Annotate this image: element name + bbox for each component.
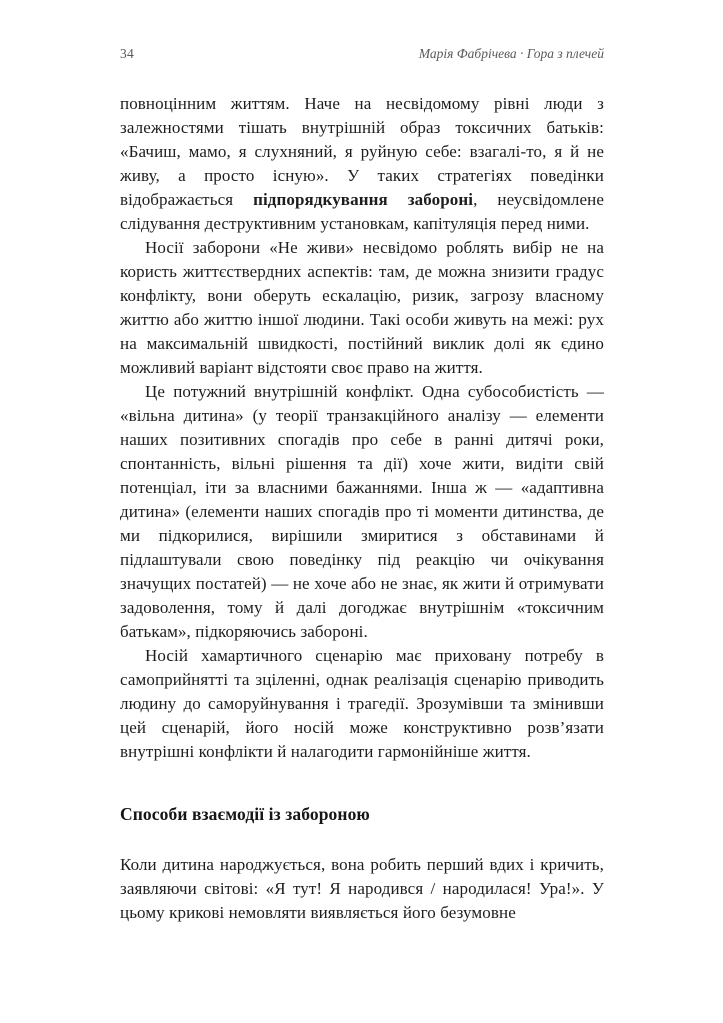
paragraph: Носій хамартичного сценарію має приховану потребу в самоприйнятті та зціленні, однак реалізація сценарію приводить людину до саморуйнування і трагедії. Зрозумівши та змінивши цей сценарій, його носій може конструктивно розв’язати внутрішні конфлікти й налагодити гармонійніше життя. — [120, 646, 604, 761]
paragraph-text: повноцінним життям. Наче на несвідомому рівні люди з залежностями тішать внутрішній образ токсичних батьків: «Бачиш, мамо, я слухняний, я руйную себе: взагалі-то, я й не живу, а просто існую». У таких стратегіях поведінки відображається — [120, 94, 604, 209]
bold-phrase: підпорядкування забороні — [253, 190, 474, 209]
section-heading: Способи взаємодії із забороною — [120, 804, 370, 824]
paragraph-continuation — [120, 92, 604, 236]
paragraph: Коли дитина народжується, вона робить перший вдих і кричить, заявляючи світові: «Я тут! Я народився / народилася! Ура!». У цьому крикові немовляти виявляється його безумовне — [120, 855, 604, 922]
page-number: 34 — [120, 46, 135, 61]
paragraph: Носії заборони «Не живи» несвідомо роблять вибір не на користь життєствердних аспектів: там, де можна знизити градус конфлікту, вони оберуть ескалацію, ризик, загрозу власному життю або життю іншої людини. Такі особи живуть на межі: рух на максимальній швидкості, постійний виклик долі як єдино можливий варіант відстояти своє право на життя. — [120, 238, 604, 377]
paragraph: Це потужний внутрішній конфлікт. Одна субособистість — «вільна дитина» (у теорії транзакційного аналізу — елементи наших позитивних спогадів про себе в ранні дитячі роки, спонтанність, вільні рішення та дії) хоче жити, видіти свій потенціал, іти за власними бажаннями. Інша ж — «адаптивна дитина» (елементи наших спогадів про ті моменти дитинства, де ми підкорилися, вирішили змиритися з обставинами й підлаштували свою поведінку під реакцію чи очікування значущих постатей) — не хоче або не знає, як жити й отримувати задоволення, тому й далі догоджає внутрішнім «токсичним батькам», підкоряючись забороні. — [120, 382, 604, 641]
paragraph-text: , неусвідомлене слідування деструктивним установкам, капітуляція перед ними. — [120, 190, 604, 233]
page-header — [120, 46, 604, 62]
running-head: Марія Фабрічева · Гора з плечей — [418, 46, 604, 61]
page-body — [120, 92, 604, 925]
